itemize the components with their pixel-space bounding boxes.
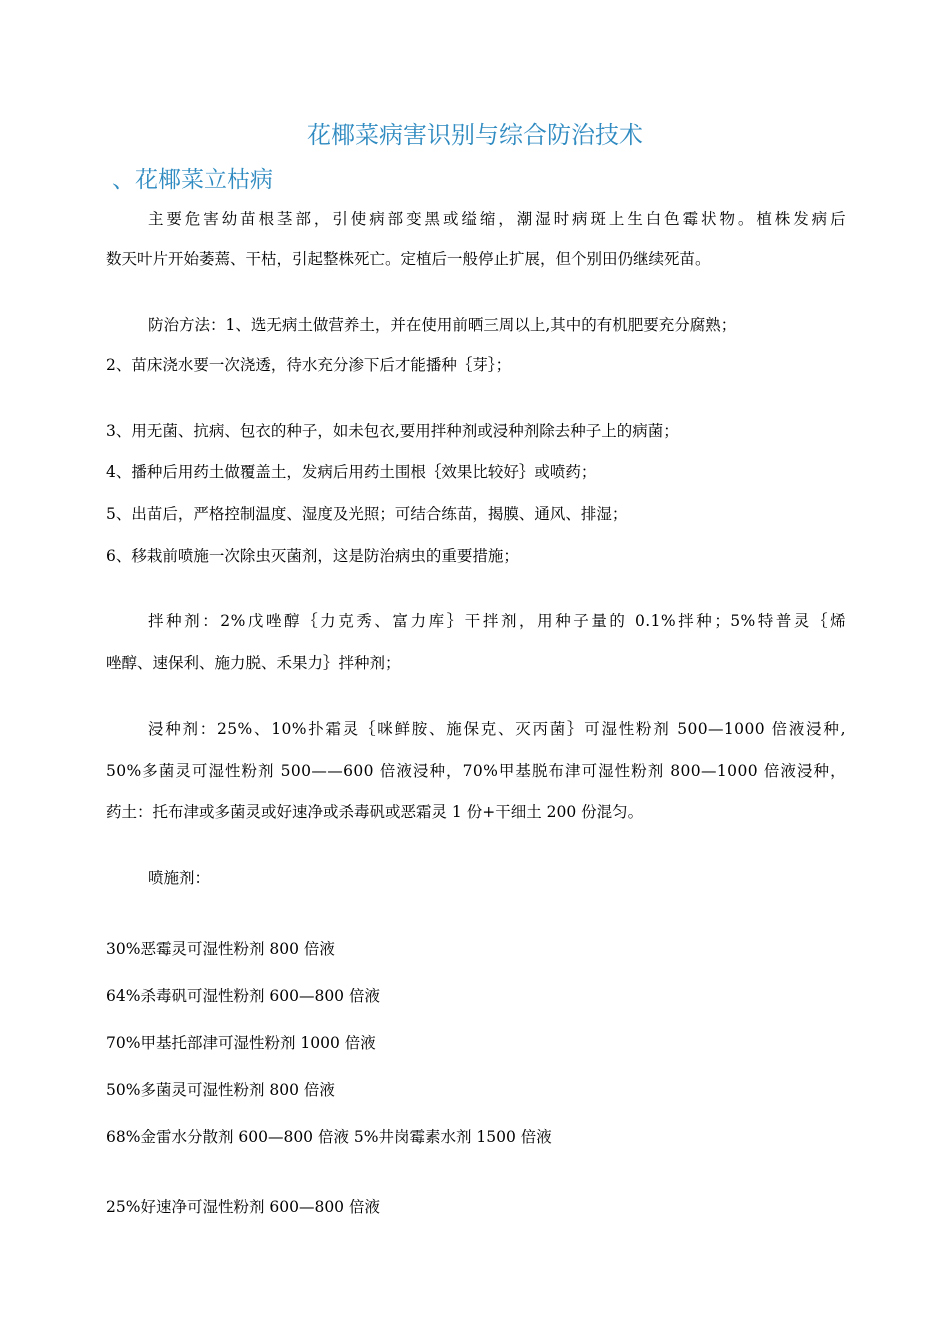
document-title: 花椰菜病害识别与综合防治技术 [307,121,643,149]
seed-soaking-line: 药土：托布津或多菌灵或好速净或杀毒矾或恶霜灵 1 份+干细土 200 份混匀。 [106,803,644,821]
methods-intro: 防治方法：1、选无病土做营养土，并在使用前晒三周以上,其中的有机肥要充分腐熟； [148,316,737,334]
seed-soaking-line: 50%多菌灵可湿性粉剂 500——600 倍液浸种，70%甲基脱布津可湿性粉剂 800—1000 倍液浸种， [106,762,846,780]
spray-item: 68%金雷水分散剂 600—800 倍液 5%井岗霉素水剂 1500 倍液 [106,1128,552,1146]
spray-label: 喷施剂： [148,869,211,887]
symptoms-line: 数天叶片开始萎蔫、干枯，引起整株死亡。定植后一般停止扩展，但个别田仍继续死苗。 [106,250,711,268]
method-item: 3、用无菌、抗病、包衣的种子，如未包衣,要用拌种剂或浸种剂除去种子上的病菌； [106,422,679,440]
method-item: 2、苗床浇水要一次浇透，待水充分渗下后才能播种｛芽｝； [106,356,512,374]
method-item: 6、移栽前喷施一次除虫灭菌剂，这是防治病虫的重要措施； [106,547,519,565]
method-item: 4、播种后用药土做覆盖土，发病后用药土围根｛效果比较好｝或喷药； [106,463,597,481]
spray-item: 70%甲基托部津可湿性粉剂 1000 倍液 [106,1034,376,1052]
spray-item: 64%杀毒矾可湿性粉剂 600—800 倍液 [106,987,380,1005]
spray-item: 50%多菌灵可湿性粉剂 800 倍液 [106,1081,335,1099]
section-heading: 、花椰菜立枯病 [112,167,273,193]
method-item: 5、出苗后，严格控制温度、湿度及光照；可结合练苗，揭膜、通风、排湿； [106,505,628,523]
seed-dressing-line: 唑醇、速保利、施力脱、禾果力｝拌种剂； [106,654,401,672]
seed-dressing-line: 拌种剂：2%戊唑醇｛力克秀、富力库｝干拌剂，用种子量的 0.1%拌种；5%特普灵｛烯 [148,612,846,630]
symptoms-line: 主要危害幼苗根茎部，引使病部变黑或缢缩，潮湿时病斑上生白色霉状物。植株发病后 [148,210,846,228]
spray-item: 30%恶霉灵可湿性粉剂 800 倍液 [106,940,335,958]
seed-soaking-line: 浸种剂：25%、10%扑霜灵｛咪鲜胺、施保克、灭丙菌｝可湿性粉剂 500—1000 倍液浸种, [148,720,846,738]
spray-item: 25%好速净可湿性粉剂 600—800 倍液 [106,1198,380,1216]
